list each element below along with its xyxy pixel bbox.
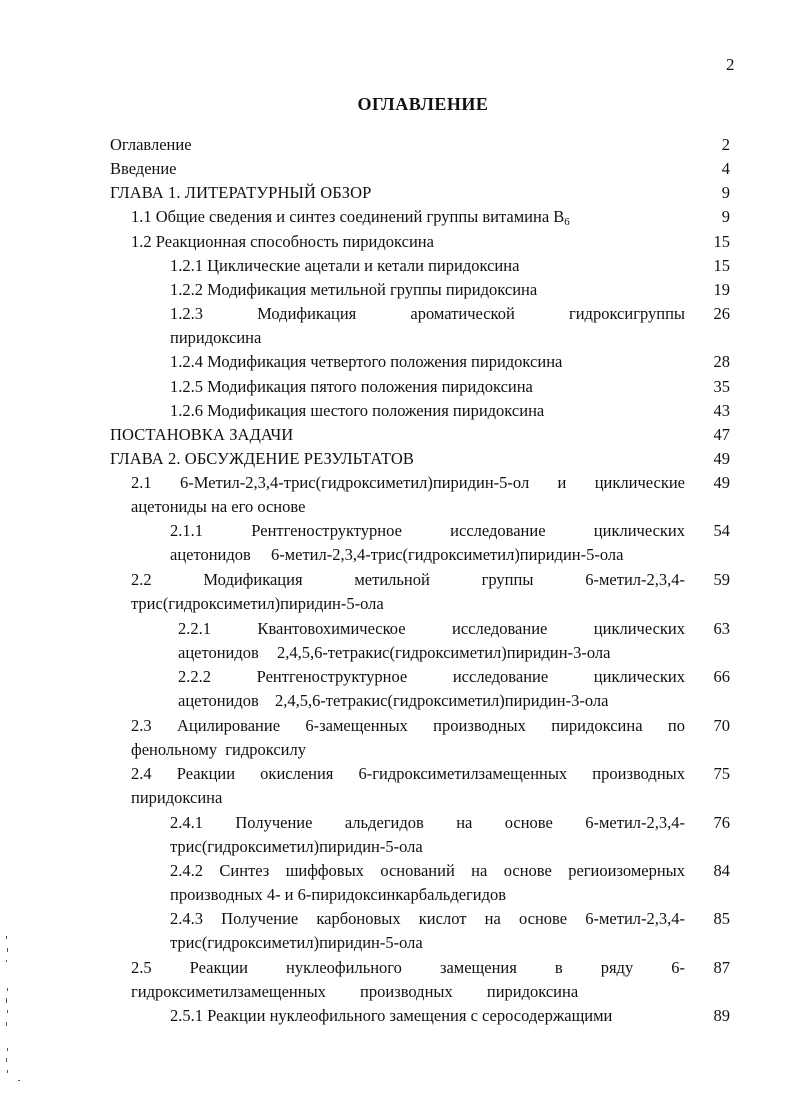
toc-entry-text: 1.2.3 Модификация ароматической гидроксигруппы пиридоксина <box>170 304 685 348</box>
toc-entry-text: 2.1 6-Метил-2,3,4-трис(гидроксиметил)пиридин-5-ол и циклические ацетониды на его основе <box>131 473 685 517</box>
scan-specks <box>4 930 24 1090</box>
toc-entry-text: 1.2.2 Модификация метильной группы пиридоксина <box>170 280 538 299</box>
toc-entry-page: 54 <box>713 521 730 540</box>
toc-entry-page: 26 <box>713 304 730 323</box>
toc-entry-text: ПОСТАНОВКА ЗАДАЧИ <box>110 425 294 444</box>
toc-entry-text-main: 1.1 Общие сведения и синтез соединений группы витамина B <box>131 207 565 226</box>
toc-entry-text: 2.5 Реакции нуклеофильного замещения в ряду 6-гидроксиметилзамещенных производных пиридоксина <box>131 958 685 1002</box>
toc-entry-text: ГЛАВА 2. ОБСУЖДЕНИЕ РЕЗУЛЬТАТОВ <box>110 449 414 468</box>
toc-entry-page: 89 <box>713 1006 730 1025</box>
toc-entry[interactable] <box>110 447 730 471</box>
toc-entry[interactable] <box>170 350 730 374</box>
toc-entry-page: 63 <box>713 619 730 638</box>
toc-entry-text: Введение <box>110 159 177 178</box>
toc-entry-page: 28 <box>713 352 730 371</box>
toc-entry[interactable] <box>170 907 730 956</box>
toc-entry-page: 66 <box>713 667 730 686</box>
toc-entry-page: 75 <box>713 764 730 783</box>
toc-entry[interactable] <box>170 302 730 351</box>
toc-entry-text: 1.2.6 Модификация шестого положения пиридоксина <box>170 401 545 420</box>
toc-entry-page: 87 <box>713 958 730 977</box>
toc-entry-text: ГЛАВА 1. ЛИТЕРАТУРНЫЙ ОБЗОР <box>110 183 372 202</box>
toc-entry-page: 85 <box>713 909 730 928</box>
toc-entry-text: 2.2.1 Квантовохимическое исследование циклических ацетонидов 2,4,5,6-тетракис(гидроксиметил)пиридин-3-ола <box>178 619 685 663</box>
toc-entry-page: 47 <box>713 425 730 444</box>
toc-entry-page: 35 <box>713 377 730 396</box>
toc-entry-page: 2 <box>721 135 730 154</box>
toc-entry-page: 15 <box>713 232 730 251</box>
toc-entry[interactable] <box>131 956 730 1005</box>
toc-entry-text: 1.2.5 Модификация пятого положения пиридоксина <box>170 377 533 396</box>
toc-entry-text: Оглавление <box>110 135 192 154</box>
toc-entry-page: 49 <box>713 449 730 468</box>
toc-entry[interactable] <box>170 375 730 399</box>
toc-entry-page: 15 <box>713 256 730 275</box>
toc-entry-page: 49 <box>713 473 730 492</box>
toc-entry[interactable] <box>110 181 730 205</box>
toc-entry[interactable] <box>131 568 730 617</box>
toc-entry-text: 1.2.1 Циклические ацетали и кетали пиридоксина <box>170 256 520 275</box>
toc-entry-text: 2.2 Модификация метильной группы 6-метил-2,3,4-трис(гидроксиметил)пиридин-5-ола <box>131 570 685 614</box>
toc-entry-text: 2.4.3 Получение карбоновых кислот на основе 6-метил-2,3,4-трис(гидроксиметил)пиридин-5-ола <box>170 909 685 953</box>
toc-entry[interactable] <box>170 519 730 568</box>
toc-entry-page: 43 <box>713 401 730 420</box>
toc-entry[interactable] <box>131 714 730 763</box>
toc-entry-page: 9 <box>721 183 730 202</box>
toc-entry[interactable] <box>131 230 730 254</box>
toc-entry[interactable] <box>131 471 730 520</box>
toc-entry-page: 84 <box>713 861 730 880</box>
toc-entry[interactable] <box>170 399 730 423</box>
toc-entry-text: 1.2 Реакционная способность пиридоксина <box>131 232 434 251</box>
toc-entry-page: 4 <box>721 159 730 178</box>
toc-entry-page: 70 <box>713 716 730 735</box>
toc-entry-page: 19 <box>713 280 730 299</box>
toc-entry-text: 1.2.4 Модификация четвертого положения пиридоксина <box>170 352 563 371</box>
toc-entry[interactable] <box>170 811 730 860</box>
toc-entry[interactable] <box>178 665 730 714</box>
toc-entry-text: 2.4.2 Синтез шиффовых оснований на основе региоизомерных производных 4- и 6-пиридоксинкарбальдегидов <box>170 861 685 905</box>
toc-entry-subscript: 6 <box>564 216 570 228</box>
toc-entry-page: 59 <box>713 570 730 589</box>
toc-entry[interactable] <box>170 859 730 908</box>
toc-entry-text: 2.5.1 Реакции нуклеофильного замещения с серосодержащими <box>170 1006 613 1025</box>
toc-title: ОГЛАВЛЕНИЕ <box>357 94 489 114</box>
toc-entry[interactable] <box>131 762 730 811</box>
toc-entry[interactable] <box>170 254 730 278</box>
toc-entry-text: 2.3 Ацилирование 6-замещенных производных пиридоксина по фенольному гидроксилу <box>131 716 685 760</box>
toc-entry[interactable] <box>170 278 730 302</box>
toc-entry-text: 2.1.1 Рентгеноструктурное исследование циклических ацетонидов 6-метил-2,3,4-трис(гидроксиметил)пиридин-5-ола <box>170 521 685 565</box>
toc-entry[interactable] <box>178 617 730 666</box>
toc-entry-text: 2.4.1 Получение альдегидов на основе 6-метил-2,3,4-трис(гидроксиметил)пиридин-5-ола <box>170 813 685 857</box>
toc-entry[interactable] <box>110 157 730 181</box>
page-number: 2 <box>726 55 735 74</box>
toc-entry-page: 76 <box>713 813 730 832</box>
toc-entry[interactable] <box>170 1004 730 1028</box>
toc-entry[interactable] <box>110 133 730 157</box>
toc-entry-page: 9 <box>721 207 730 226</box>
toc-entry-text: 2.2.2 Рентгеноструктурное исследование циклических ацетонидов 2,4,5,6-тетракис(гидроксиметил)пиридин-3-ола <box>178 667 685 711</box>
toc-entry-text: 2.4 Реакции окисления 6-гидроксиметилзамещенных производных пиридоксина <box>131 764 685 808</box>
toc-entry[interactable] <box>110 423 730 447</box>
